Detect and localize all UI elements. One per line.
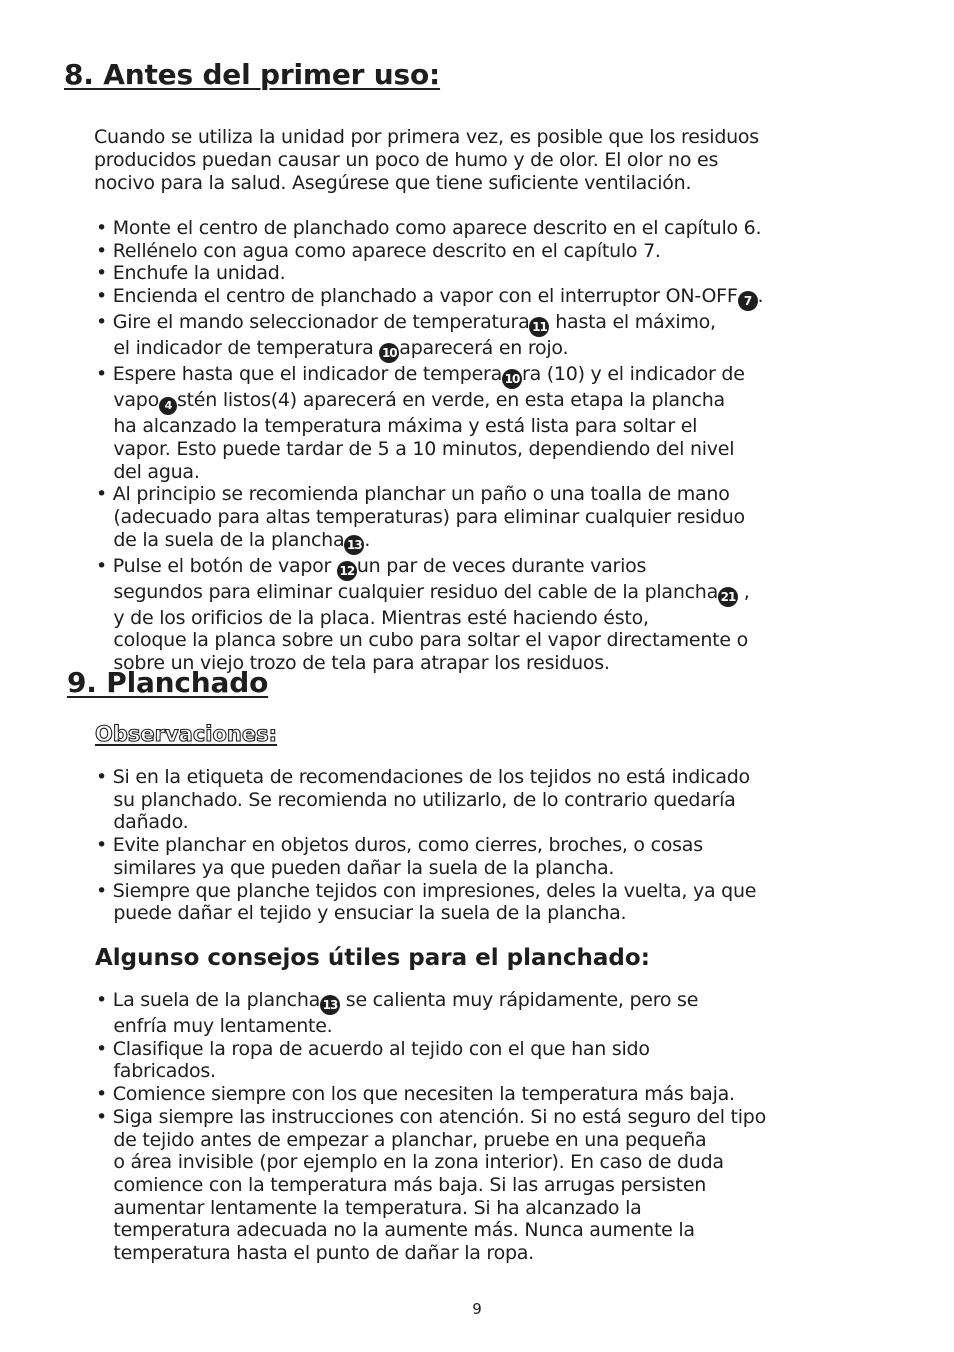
observation-item bbox=[96, 766, 756, 834]
observation-item bbox=[96, 880, 756, 925]
tip-text: • Siga siempre las instrucciones con atención. Si no está seguro del tipo bbox=[96, 1105, 766, 1128]
tip-item bbox=[96, 1038, 766, 1083]
step-text: • Al principio se recomienda planchar un paño o una toalla de mano bbox=[96, 483, 730, 506]
step-text: de la suela de la plancha bbox=[96, 528, 345, 551]
step-text: aparecerá en rojo. bbox=[399, 337, 569, 360]
step-text: • Monte el centro de planchado como aparece descrito en el capítulo 6. bbox=[96, 217, 762, 239]
step-text: segundos para eliminar cualquier residuo del cable de la plancha bbox=[96, 580, 718, 603]
section-8-heading: 8. Antes del primer uso: bbox=[64, 58, 441, 91]
step-item bbox=[96, 217, 763, 240]
step-text: ra (10) y el indicador de bbox=[522, 363, 745, 386]
observations-heading: Observaciones: bbox=[95, 722, 278, 746]
part-number-21-badge: 21 bbox=[718, 587, 738, 607]
tip-text: • Clasifique la ropa de acuerdo al tejido con el que han sido bbox=[96, 1037, 650, 1060]
part-number-4-badge: 4 bbox=[159, 397, 177, 415]
tip-text: • Comience siempre con los que necesiten la temperatura más baja. bbox=[96, 1083, 735, 1106]
observation-item bbox=[96, 834, 756, 879]
tip-text: aumentar lentamente la temperatura. Si ha alcanzado la bbox=[96, 1196, 642, 1219]
intro-line: nocivo para la salud. Asegúrese que tiene suficiente ventilación. bbox=[94, 172, 692, 194]
tip-text: temperatura adecuada no la aumente más. Nunca aumente la bbox=[96, 1219, 695, 1242]
tip-text: fabricados. bbox=[96, 1060, 216, 1083]
step-text: • Rellénelo con agua como aparece descrito en el capítulo 7. bbox=[96, 239, 661, 262]
step-text: vapor. Esto puede tardar de 5 a 10 minutos, dependiendo del nivel bbox=[96, 437, 735, 460]
step-text: vapo bbox=[96, 389, 159, 412]
tip-text: comience con la temperatura más baja. Si las arrugas persisten bbox=[96, 1173, 707, 1196]
observations-list bbox=[96, 766, 756, 925]
observation-text: • Si en la etiqueta de recomendaciones de los tejidos no está indicado bbox=[96, 766, 750, 788]
tip-item bbox=[96, 989, 766, 1038]
step-text: el indicador de temperatura bbox=[96, 337, 380, 360]
page-number: 9 bbox=[472, 1300, 482, 1318]
tip-text: de tejido antes de empezar a planchar, pruebe en una pequeña bbox=[96, 1128, 707, 1151]
tip-text: se calienta muy rápidamente, pero se bbox=[340, 989, 699, 1011]
step-text: • Espere hasta que el indicador de tempera bbox=[96, 363, 503, 386]
intro-paragraph bbox=[94, 126, 759, 195]
observation-text: similares ya que pueden dañar la suela de la plancha. bbox=[96, 856, 615, 879]
tip-text: enfría muy lentamente. bbox=[96, 1015, 333, 1037]
part-number-13-badge: 13 bbox=[344, 535, 364, 555]
step-text: • Enchufe la unidad. bbox=[96, 262, 286, 285]
step-text: • Encienda el centro de planchado a vapor con el interruptor ON-OFF bbox=[96, 285, 738, 308]
part-number-12-badge: 12 bbox=[337, 561, 357, 581]
step-text: . bbox=[364, 528, 371, 551]
part-number-13-badge: 13 bbox=[320, 995, 340, 1015]
step-text: y de los orificios de la placa. Mientras esté haciendo ésto, bbox=[96, 606, 649, 629]
tip-item bbox=[96, 1106, 766, 1265]
step-item bbox=[96, 262, 763, 285]
step-text: sobre un viejo trozo de tela para atrapar los residuos. bbox=[96, 652, 610, 675]
intro-line: Cuando se utiliza la unidad por primera vez, es posible que los residuos bbox=[94, 126, 759, 148]
step-text: , bbox=[738, 580, 750, 603]
step-item bbox=[96, 240, 763, 263]
tip-text: temperatura hasta el punto de dañar la ropa. bbox=[96, 1242, 534, 1265]
observation-text: • Evite planchar en objetos duros, como cierres, broches, o cosas bbox=[96, 834, 703, 857]
step-text: un par de veces durante varios bbox=[356, 554, 647, 577]
step-item bbox=[96, 555, 763, 675]
step-text: stén listos(4) aparecerá en verde, en esta etapa la plancha bbox=[176, 389, 725, 412]
intro-line: producidos puedan causar un poco de humo y de olor. El olor no es bbox=[94, 149, 719, 171]
step-text: hasta el máximo, bbox=[549, 311, 716, 334]
ironing-tips-heading: Algunso consejos útiles para el planchado: bbox=[95, 945, 650, 971]
step-text: coloque la planca sobre un cubo para soltar el vapor directamente o bbox=[96, 629, 748, 652]
observation-text: su planchado. Se recomienda no utilizarlo, de lo contrario quedaría bbox=[96, 788, 736, 811]
section-9-heading: 9. Planchado bbox=[67, 666, 269, 699]
step-item bbox=[96, 285, 763, 311]
step-item bbox=[96, 483, 763, 554]
observation-text: puede dañar el tejido y ensuciar la suela de la plancha. bbox=[96, 902, 627, 925]
part-number-10-badge: 10 bbox=[502, 369, 522, 389]
step-item bbox=[96, 363, 763, 483]
part-number-11-badge: 11 bbox=[529, 317, 549, 337]
tip-item bbox=[96, 1083, 766, 1106]
step-text: del agua. bbox=[96, 460, 200, 483]
part-number-10-badge: 10 bbox=[379, 343, 399, 363]
first-use-steps bbox=[96, 217, 763, 675]
tip-text: o área invisible (por ejemplo en la zona interior). En caso de duda bbox=[96, 1151, 724, 1174]
step-text: . bbox=[757, 285, 764, 308]
observation-text: dañado. bbox=[96, 811, 189, 834]
observation-text: • Siempre que planche tejidos con impresiones, deles la vuelta, ya que bbox=[96, 879, 757, 902]
step-item bbox=[96, 311, 763, 363]
part-number-7-badge: 7 bbox=[738, 291, 758, 311]
step-text: (adecuado para altas temperaturas) para eliminar cualquier residuo bbox=[96, 505, 745, 528]
ironing-tips-list bbox=[96, 989, 766, 1265]
step-text: • Pulse el botón de vapor bbox=[96, 554, 337, 577]
step-text: • Gire el mando seleccionador de temperatura bbox=[96, 311, 530, 334]
step-text: ha alcanzado la temperatura máxima y está lista para soltar el bbox=[96, 415, 698, 438]
tip-text: • La suela de la plancha bbox=[96, 989, 321, 1011]
